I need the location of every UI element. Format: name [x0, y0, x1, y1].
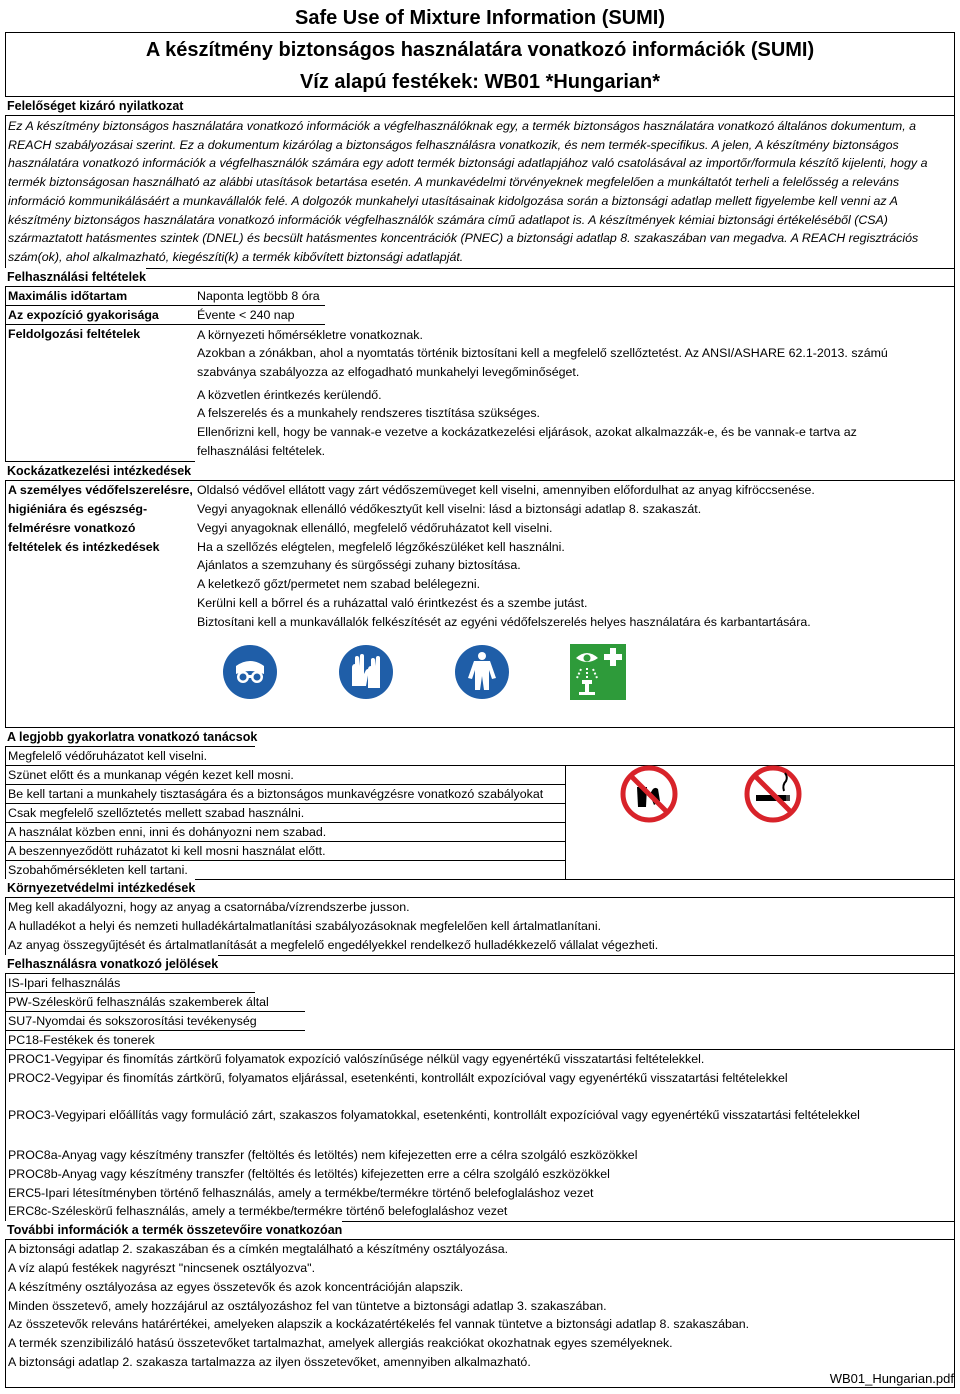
risk-item: Ajánlatos a szemzuhany és sürgősségi zuhany biztosítása.	[197, 558, 521, 572]
section-heading-risk: Kockázatkezelési intézkedések	[7, 464, 192, 478]
further-info-item: Az összetevők releváns határértékei, amelyeken alapszik a kockázatértékelés fel vannak tüntetve a biztonsági adatlap 8. szakaszában.	[8, 1317, 750, 1331]
ppe-label-line: felmérésre vonatkozó	[8, 521, 136, 535]
best-practice-item: Csak megfelelő szellőztetés mellett szabad használni.	[8, 806, 305, 820]
descriptor-item: PROC3-Vegyipari előállítás vagy formuláció zárt, szakaszos folyamatokkal, esetenkénti, kontrollált expozícióval vagy egyenértékű visszatartási feltételekkel	[8, 1108, 860, 1122]
descriptor-item: PC18-Festékek és tonerek	[8, 1033, 155, 1047]
descriptor-item: SU7-Nyomdai és sokszorosítási tevékenység	[8, 1014, 257, 1028]
max-duration-label: Maximális időtartam	[8, 289, 128, 303]
section-heading-further-info: További információk a termék összetevőire vonatkozóan	[7, 1223, 343, 1237]
processing-item: felhasználási feltételek.	[197, 444, 326, 458]
processing-item: A felszerelés és a munkahely rendszeres tisztítása szükséges.	[197, 406, 540, 420]
best-practice-item: Szünet előtt és a munkanap végén kezet kell mosni.	[8, 768, 294, 782]
ppe-label-line: A személyes védőfelszerelésre,	[8, 483, 193, 497]
disclaimer-text: Ez A készítmény biztonságos használatára vonatkozó információk a végfelhasználóknak egy, a termék biztonságos használatára vonatkozó általános dokumentum, a REACH szabályozásai szerint. Ez a dokumentum kizárólag a biztonságos felhasználásra vonatkozik, és nem termék-specifikus. A jelen, A készítmény biztonságos használatára vonatkozó információk a végfelhasználók számára egy adott termék biztonsági adatlapjához való csatolásával az importőr/formula készítő kijelenti, hogy a termék biztonságosan használható az alábbi utasítások betartása esetén. A munkavédelmi törvényeknek megfelelően a munkáltatót terheli a felelősség a releváns információ kommunikálásáért a munkavállalók felé. A dolgozók munkahelyi utasításainak kidolgozása során a biztonsági adatlap mellett figyelembe kell venni az A készítmény biztonságos használatára vonatkozó információk végfelhasználók számára című adatlapot is. A készítmények kémiai biztonsági értékeléséből (CSA) származtatott hatásmentes szintek (DNEL) és becsült hatásmentes koncentrációk (PNEC) a biztonsági adatlap 8. szakaszában van megadva. A REACH regisztrációs szám(ok), ahol alkalmazható, kiegészíti(k) a termék kibővített biztonsági adatlapját.	[8, 119, 928, 264]
face-shield-icon	[222, 644, 278, 700]
exposure-frequency-value: Évente < 240 nap	[197, 308, 295, 322]
best-practice-item: Be kell tartani a munkahely tisztaságára és a biztonságos munkavégzésre vonatkozó szabályokat	[8, 787, 544, 801]
section-heading-conditions: Felhasználási feltételek	[7, 270, 146, 284]
best-practice-item: Megfelelő védőruházatot kell viselni.	[8, 749, 208, 763]
processing-item: A közvetlen érintkezés kerülendő.	[197, 388, 382, 402]
processing-item: A környezeti hőmérsékletre vonatkoznak.	[197, 328, 423, 342]
no-eating-drinking-icon	[620, 765, 678, 823]
max-duration-value: Naponta legtöbb 8 óra	[197, 289, 320, 303]
processing-item: szabványa szabályozza az elfogadható munkahelyi levegőminőséget.	[197, 365, 580, 379]
exposure-frequency-label: Az expozíció gyakorisága	[8, 308, 159, 322]
divider	[565, 765, 566, 879]
divider	[5, 115, 955, 116]
risk-item: Ha a szellőzés elégtelen, megfelelő légzőkészüléket kell használni.	[197, 540, 565, 554]
best-practice-item: A beszennyeződött ruházatot ki kell mosni használat előtt.	[8, 844, 326, 858]
processing-item: Azokban a zónákban, ahol a nyomtatás történik biztosítani kell a megfelelő szellőztetést. Az ANSI/ASHARE 62.1-2013. számú	[197, 346, 888, 360]
further-info-item: A víz alapú festékek nagyrészt "nincsenek osztályozva".	[8, 1261, 316, 1275]
further-info-item: A biztonsági adatlap 2. szakasza tartalmazza az ilyen összetevőket, amennyiben alkalmazható.	[8, 1355, 531, 1369]
section-heading-use-descriptors: Felhasználásra vonatkozó jelölések	[7, 957, 219, 971]
gloves-icon	[338, 644, 394, 700]
section-heading-disclaimer: Felelőséget kizáró nyilatkozat	[7, 99, 184, 113]
best-practice-item: A használat közben enni, inni és dohányozni nem szabad.	[8, 825, 327, 839]
processing-item: Ellenőrizni kell, hogy be vannak-e vezetve a kockázatkezelési eljárások, azokat alkalmazzák-e, és be vannak-e tartva az	[197, 425, 857, 439]
descriptor-item: PROC2-Vegyipar és finomítás zártkörű, folyamatos eljárással, esetenkénti, kontrollált expozícióval vagy egyenértékű visszatartási feltételekkel	[8, 1071, 788, 1085]
protective-suit-icon	[454, 644, 510, 700]
descriptor-item: ERC8c-Széleskörű felhasználás, amely a termékbe/termékre történő belefoglaláshoz vezet	[8, 1204, 508, 1218]
environment-item: A hulladékot a helyi és nemzeti hulladékártalmatlanítási szabályozásoknak megfelelően kell ártalmatlanítani.	[8, 919, 602, 933]
product-line: Víz alapú festékek: WB01 *Hungarian*	[299, 71, 661, 93]
ppe-label-line: feltételek és intézkedések	[8, 540, 160, 554]
further-info-item: Minden összetevő, amely hozzájárul az osztályozáshoz fel van tüntetve a biztonsági adatlap 3. szakaszában.	[8, 1299, 607, 1313]
best-practice-item: Szobahőmérsékleten kell tartani.	[8, 863, 188, 877]
descriptor-item: ERC5-Ipari létesítményben történő felhasználás, amely a termékbe/termékre történő belefoglaláshoz vezet	[8, 1186, 594, 1200]
processing-conditions-label: Feldolgozási feltételek	[8, 327, 141, 341]
further-info-item: A készítmény osztályozása az egyes összetevők és azok koncentrációján alapszik.	[8, 1280, 464, 1294]
descriptor-item: IS-Ipari felhasználás	[8, 976, 121, 990]
risk-item: Vegyi anyagoknak ellenálló védőkesztyűt kell viselni: lásd a biztonsági adatlap 8. szakaszát.	[197, 502, 702, 516]
eyewash-icon	[570, 644, 626, 700]
risk-item: Vegyi anyagoknak ellenálló, megfelelő védőruházatot kell viselni.	[197, 521, 553, 535]
divider	[5, 286, 955, 287]
environment-item: Meg kell akadályozni, hogy az anyag a csatornába/vízrendszerbe jusson.	[8, 900, 410, 914]
section-heading-best-practice: A legjobb gyakorlatra vonatkozó tanácsok	[7, 730, 258, 744]
no-smoking-icon	[744, 765, 802, 823]
descriptor-item: PROC8b-Anyag vagy készítmény transzfer (feltöltés és letöltés) kifejezetten erre a célra szolgáló eszközökkel	[8, 1167, 610, 1181]
divider	[5, 973, 955, 974]
descriptor-item: PW-Széleskörű felhasználás szakemberek által	[8, 995, 269, 1009]
descriptor-item: PROC1-Vegyipar és finomítás zártkörű folyamatok expozíció valószínűsége nélkül vagy egyenértékű visszatartási feltételekkel.	[8, 1052, 705, 1066]
risk-item: Oldalsó védővel ellátott vagy zárt védőszemüveget kell viselni, amennyiben előfordulhat az anyag kifröccsenése.	[197, 483, 815, 497]
divider	[5, 268, 955, 269]
risk-item: Biztosítani kell a munkavállalók felkészítését az egyéni védőfelszerelés helyes használatára és karbantartására.	[197, 615, 811, 629]
title-english: Safe Use of Mixture Information (SUMI)	[294, 7, 666, 29]
risk-item: Kerülni kell a bőrrel és a ruházattal való érintkezést és a szembe jutást.	[197, 596, 588, 610]
section-heading-environment: Környezetvédelmi intézkedések	[7, 881, 196, 895]
descriptor-item: PROC8a-Anyag vagy készítmény transzfer (feltöltés és letöltés) nem kifejezetten erre a célra szolgáló eszközökkel	[8, 1148, 638, 1162]
ppe-label-line: higiéniára és egészség-	[8, 502, 148, 516]
title-hungarian: A készítmény biztonságos használatára vonatkozó információk (SUMI)	[145, 39, 815, 61]
further-info-item: A biztonsági adatlap 2. szakaszában és a címkén megtalálható a készítmény osztályozása.	[8, 1242, 509, 1256]
footer-filename: WB01_Hungarian.pdf	[829, 1371, 954, 1386]
risk-item: A keletkező gőzt/permetet nem szabad belélegezni.	[197, 577, 481, 591]
further-info-item: A termék szenzibilizáló hatású összetevőket tartalmazhat, amelyek allergiás reakciókat okozhatnak egyes személyeknek.	[8, 1336, 673, 1350]
environment-item: Az anyag összegyűjtését és ártalmatlanítását a megfelelő engedélyekkel rendelkező hulladékkezelő vállalat végezheti.	[8, 938, 659, 952]
